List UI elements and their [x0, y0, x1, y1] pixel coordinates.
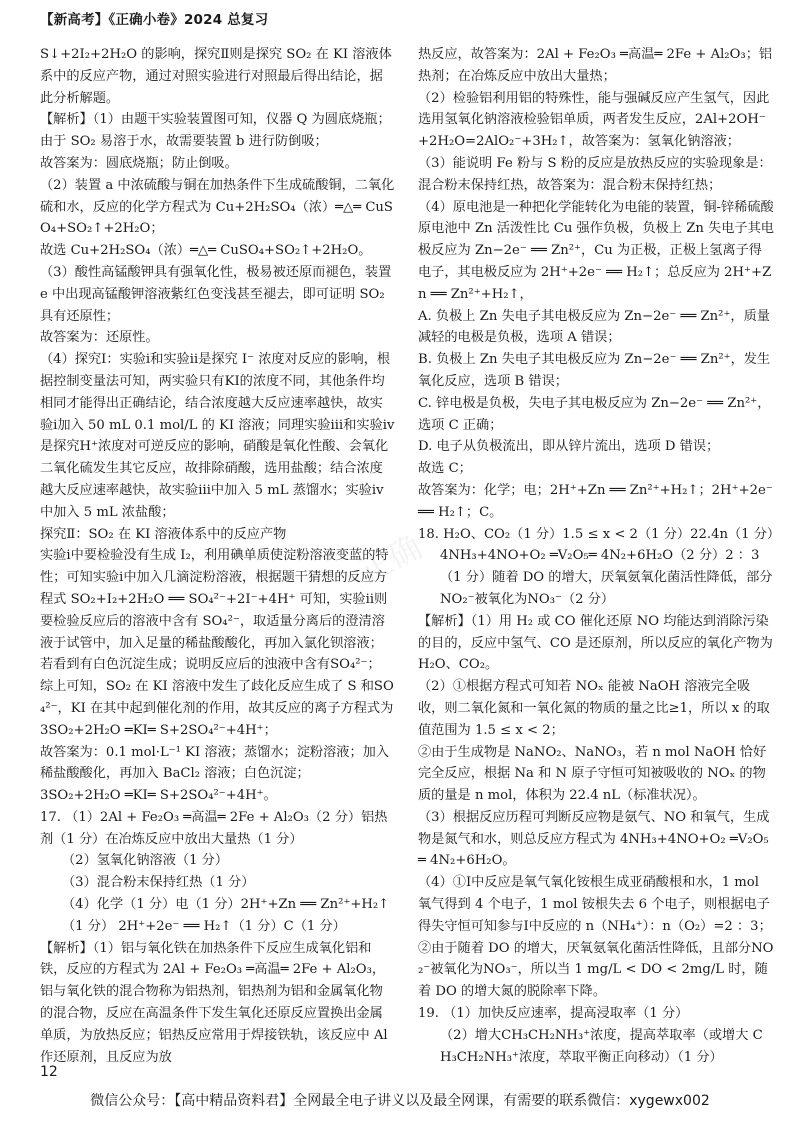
paragraph: A. 负极上 Zn 失电子其电极反应为 Zn−2e⁻ ══ Zn²⁺，质量减轻的电极是负极，选项 A 错误； [418, 308, 770, 346]
paragraph: 实验ⅰ中要检验没有生成 I₂，利用碘单质使淀粉溶液变蓝的特性；可知实验ⅰ中加入几滴淀粉溶液，根据题干猜想的反应方程式 SO₂+I₂+2H₂O ══ SO₄²⁻+2I⁻+4H⁺ 可知，实验ⅱ则要检验反应后的溶液中含有 SO₄²⁻，取适量分离后的澄清溶液于试管中，加入足量的稀盐酸酸化，再加入氯化钡溶液；若看到有白色沉淀生成；说明反应后的浊液中含有SO₄²⁻； [40, 548, 389, 673]
paragraph: （2）氢氧化钠溶液（1 分） [62, 853, 229, 869]
paragraph: ②由于生成物是 NaNO₂、NaNO₃，若 n mol NaOH 恰好完全反应，根据 Na 和 N 原子守恒可知被吸收的 NOₓ 的物质的量是 n mol，体积为 22.4 nL（标准状况）。 [418, 744, 767, 804]
paragraph: （3）根据反应历程可判断反应物是氨气、NO 和氧气，生成物是氮气和水，则总反应方程式为 4NH₃+4NO+O₂ ═V₂O₅═ 4N₂+6H₂O。 [418, 809, 770, 869]
page-footer: 微信公众号：【高中精品资料君】全网最全电子讲义以及最全网课，有需要的联系微信：xygewx002 [90, 1093, 710, 1109]
paragraph: （2）检验铝利用铝的特殊性，能与强碱反应产生氢气，因此选用氢氧化钠溶液检验铝单质，两者发生反应，2Al+2OH⁻+2H₂O=2AlO₂⁻+3H₂↑，故答案为：氢氧化钠溶液； [418, 90, 770, 150]
paragraph: S↓+2I₂+2H₂O 的影响，探究Ⅱ则是探究 SO₂ 在 KI 溶液体系中的反应产物，通过对照实验进行对照最后得出结论，据此分析解题。 [40, 47, 392, 106]
paragraph: 17. （1）2Al + Fe₂O₃ ═高温═ 2Fe + Al₂O₃（2 分）铝热剂（1 分）在冶炼反应中放出大量热（1 分） [40, 809, 388, 847]
paragraph: C. 锌电极是负极，失电子其电极反应为 Zn−2e⁻ ══ Zn²⁺，选项 C 正确； [418, 395, 771, 433]
paragraph: 故答案为：0.1 mol·L⁻¹ KI 溶液；蒸馏水；淀粉溶液；加入稀盐酸酸化，再加入 BaCl₂ 溶液；白色沉淀； [40, 744, 390, 782]
paragraph: 故答案为：还原性。 [40, 330, 159, 346]
paragraph: 综上可知，SO₂ 在 KI 溶液中发生了歧化反应生成了 S 和SO₄²⁻，KI 在其中起到催化剂的作用，故其反应的离子方程式为 3SO₂+2H₂O ═KI═ S+2SO₄²⁻+4H⁺； [40, 679, 394, 738]
paragraph: （3）混合粉末保持红热（1 分） [62, 875, 255, 891]
paragraph: 18. H₂O、CO₂（1 分）1.5 ≤ x < 2（1 分）22.4n（1 分） [418, 526, 781, 542]
paragraph: 4NH₃+4NO+O₂ ═V₂O₅═ 4N₂+6H₂O（2 分）2 ：3（1 分）随着 DO 的增大，厌氧氨氧化菌活性降低，部分NO₂⁻被氧化为NO₃⁻（2 分） [440, 548, 773, 607]
paragraph: 故答案为：圆底烧瓶；防止倒吸。 [40, 155, 238, 171]
paragraph: 【解析】（1）用 H₂ 或 CO 催化还原 NO 均能达到消除污染的目的，反应中氢气、CO 是还原剂，所以反应的氧化产物为 H₂O、CO₂。 [418, 613, 773, 673]
paragraph: （3）能说明 Fe 粉与 S 粉的反应是放热反应的实验现象是：混合粉末保持红热，故答案为：混合粉末保持红热； [418, 155, 772, 193]
paragraph: （2）①根据方程式可知若 NOₓ 能被 NaOH 溶液完全吸收，则二氧化氮和一氧化氮的物质的量之比≥1，所以 x 的取值范围为 1.5 ≤ x < 2； [418, 679, 770, 738]
paragraph: （4）化学（1 分）电（1 分）2H⁺+Zn ══ Zn²⁺+H₂↑（1 分） 2H⁺+2e⁻ ══ H₂↑（1 分）C（1 分） [62, 897, 390, 934]
paragraph: （4）探究Ⅰ：实验ⅰ和实验ⅱ是探究 I⁻ 浓度对反应的影响，根据控制变量法可知，两实验只有KI的浓度不同，其他条件均相同才能得出正确结论，结合浓度越大反应速率越快，故实验ⅰ加入 50 mL 0.1 mol/L 的 KI 溶液；同理实验ⅲ和实验ⅳ是探究H⁺浓度对可逆反应的影响，硝酸是氧化性酸、会氧化二氧化硫发生其它反应，故排除硝酸，选用盐酸；结合浓度越大反应速率越快，故实验ⅲ中加入 5 mL 蒸馏水；实验ⅳ中加入 5 mL 浓盐酸； [40, 352, 395, 520]
paragraph: 19. （1）加快反应速率，提高浸取率（1 分） [418, 1006, 689, 1022]
page-number: 12 [40, 1064, 58, 1080]
paragraph: 故选 Cu+2H₂SO₄（浓）═△═ CuSO₄+SO₂↑+2H₂O。 [40, 243, 372, 259]
paragraph: 3SO₂+2H₂O ═KI═ S+2SO₄²⁻+4H⁺。 [40, 788, 277, 804]
paragraph: （2）装置 a 中浓硫酸与铜在加热条件下生成硫酸铜，二氧化硫和水，反应的化学方程式为 Cu+2H₂SO₄（浓）═△═ CuSO₄+SO₂↑+2H₂O； [40, 177, 395, 237]
watermark: 正确 [353, 527, 428, 592]
paragraph: （3）酸性高锰酸钾具有强氧化性，极易被还原而褪色，装置 e 中出现高锰酸钾溶液紫红色变浅甚至褪去，即可证明 SO₂ 具有还原性； [40, 264, 392, 324]
paragraph: 探究Ⅱ：SO₂ 在 KI 溶液体系中的反应产物 [40, 526, 287, 542]
paragraph: D. 电子从负极流出，即从锌片流出，选项 D 错误； [418, 439, 720, 455]
paragraph: ②由于随着 DO 的增大，厌氧氨氧化菌活性降低，且部分NO₂⁻被氧化为NO₃⁻，所以当 1 mg/L < DO < 2mg/L 时，随着 DO 的增大氮的脱除率下降。 [418, 940, 774, 1000]
paragraph: 热反应，故答案为：2Al + Fe₂O₃ ═高温═ 2Fe + Al₂O₃；铝热剂；在冶炼反应中放出大量热； [418, 47, 773, 84]
right-column [418, 44, 781, 1068]
paragraph: （4）①Ⅰ中反应是氧气氧化铵根生成亚硝酸根和水，1 mol 氧气得到 4 个电子，1 mol 铵根失去 6 个电子，则根据电子得失守恒可知参与Ⅰ中反应的 n（NH₄⁺）：n（O₂）=2 ：3； [418, 875, 772, 934]
paragraph: 故答案为：化学；电；2H⁺+Zn ══ Zn²⁺+H₂↑；2H⁺+2e⁻ ══ H₂↑；C。 [418, 482, 773, 520]
paragraph: 【解析】（1）由题干实验装置图可知，仪器 Q 为圆底烧瓶；由于 SO₂ 易溶于水，故需要装置 b 进行防倒吸； [40, 112, 391, 150]
paragraph: 【解析】（1）铝与氧化铁在加热条件下反应生成氧化铝和铁，反应的方程式为 2Al + Fe₂O₃ ═高温═ 2Fe + Al₂O₃，铝与氧化铁的混合物称为铝热剂，铝热剂为铝和金属氧化物的混合物，反应在高温条件下发生氧化还原反应置换出金属单质，为放热反应；铝热反应常用于焊接铁轨，该反应中 Al 作还原剂，且反应为放 [40, 940, 388, 1065]
page-header: 【新高考】《正确小卷》2024 总复习 [40, 12, 269, 28]
paragraph: 故选 C； [418, 461, 472, 477]
left-column [40, 44, 396, 1068]
paragraph: （4）原电池是一种把化学能转化为电能的装置，铜-锌稀硫酸原电池中 Zn 活泼性比 Cu 强作负极，负极上 Zn 失电子其电极反应为 Zn−2e⁻ ══ Zn²⁺，Cu 为正极，正极上氢离子得电子，其电极反应为 2H⁺+2e⁻ ══ H₂↑；总反应为 2H⁺+Zn ══ Zn²⁺+H₂↑， [418, 199, 774, 302]
paragraph: B. 负极上 Zn 失电子其电极反应为 Zn−2e⁻ ══ Zn²⁺，发生氧化反应，选项 B 错误； [418, 352, 771, 389]
paragraph: （2）增大CH₃CH₂NH₃⁺浓度，提高萃取率（或增大 CH₃CH₂NH₃⁺浓度，萃取平衡正向移动）（1 分） [440, 1027, 763, 1065]
